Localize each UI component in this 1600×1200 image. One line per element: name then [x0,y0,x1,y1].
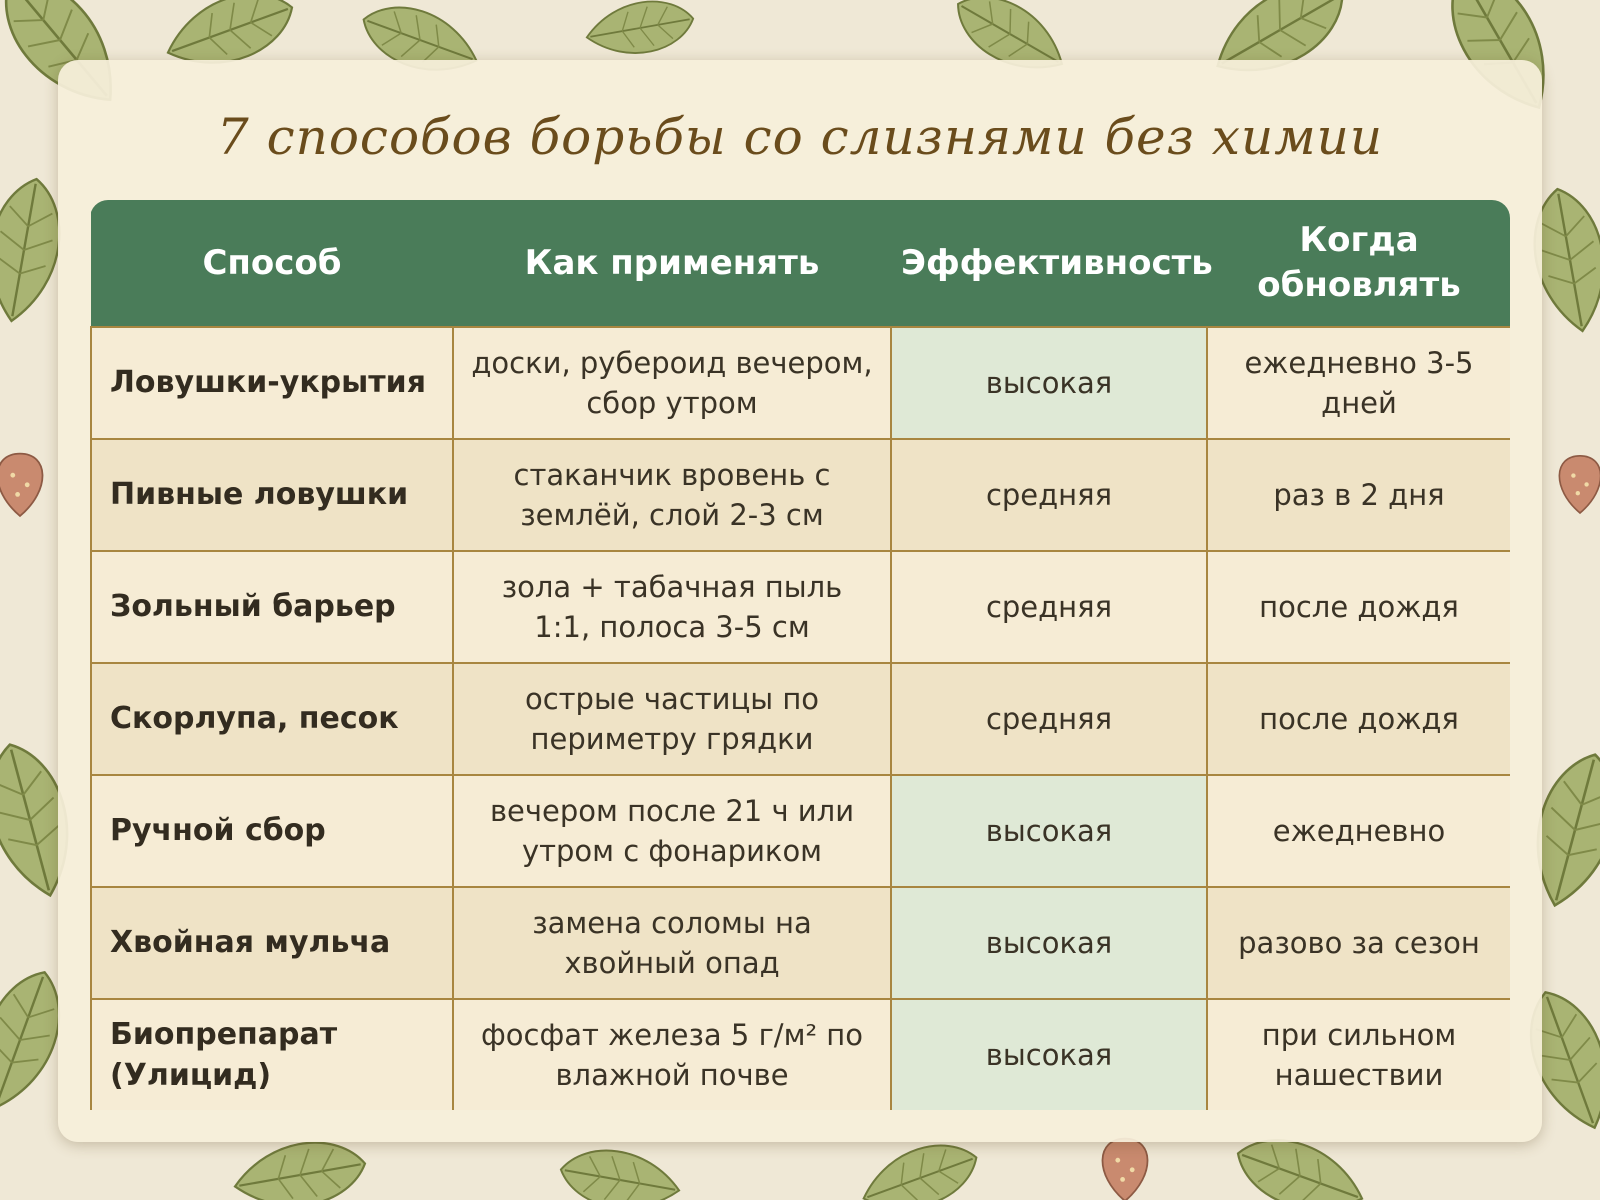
header-method: Способ [91,200,453,327]
effect-cell: средняя [891,663,1207,775]
renew-cell: раз в 2 дня [1207,439,1510,551]
method-cell: Скорлупа, песок [91,663,453,775]
method-cell: Ручной сбор [91,775,453,887]
effect-cell: высокая [891,775,1207,887]
how-cell: фосфат железа 5 г/м² по влажной почве [453,999,891,1110]
header-effect: Эффективность [891,200,1207,327]
methods-table-wrapper [90,200,1510,1110]
renew-cell: ежедневно [1207,775,1510,887]
method-cell: Ловушки-укрытия [91,327,453,439]
table-row [91,887,1510,999]
method-cell: Зольный барьер [91,551,453,663]
how-cell: зола + табачная пыль 1:1, полоса 3-5 см [453,551,891,663]
renew-cell: разово за сезон [1207,887,1510,999]
how-cell: стаканчик вровень с землёй, слой 2-3 см [453,439,891,551]
effect-cell: средняя [891,551,1207,663]
renew-cell: после дождя [1207,551,1510,663]
table-row [91,775,1510,887]
table-row [91,663,1510,775]
table-row [91,999,1510,1110]
header-how: Как применять [453,200,891,327]
how-cell: замена соломы на хвойный опад [453,887,891,999]
renew-cell: после дождя [1207,663,1510,775]
method-cell: Пивные ловушки [91,439,453,551]
effect-cell: высокая [891,887,1207,999]
table-row [91,327,1510,439]
how-cell: доски, рубероид вечером, сбор утром [453,327,891,439]
renew-cell: ежедневно 3-5 дней [1207,327,1510,439]
method-cell: Биопрепарат (Улицид) [91,999,453,1110]
header-renew: Когда обновлять [1207,200,1510,327]
how-cell: острые частицы по периметру грядки [453,663,891,775]
effect-cell: высокая [891,327,1207,439]
table-row [91,551,1510,663]
how-cell: вечером после 21 ч или утром с фонариком [453,775,891,887]
table-header-row [91,200,1510,327]
page-title: 7 способов борьбы со слизнями без химии [216,108,1384,166]
table-row [91,439,1510,551]
methods-table [90,200,1510,1110]
effect-cell: высокая [891,999,1207,1110]
method-cell: Хвойная мульча [91,887,453,999]
effect-cell: средняя [891,439,1207,551]
renew-cell: при сильном нашествии [1207,999,1510,1110]
